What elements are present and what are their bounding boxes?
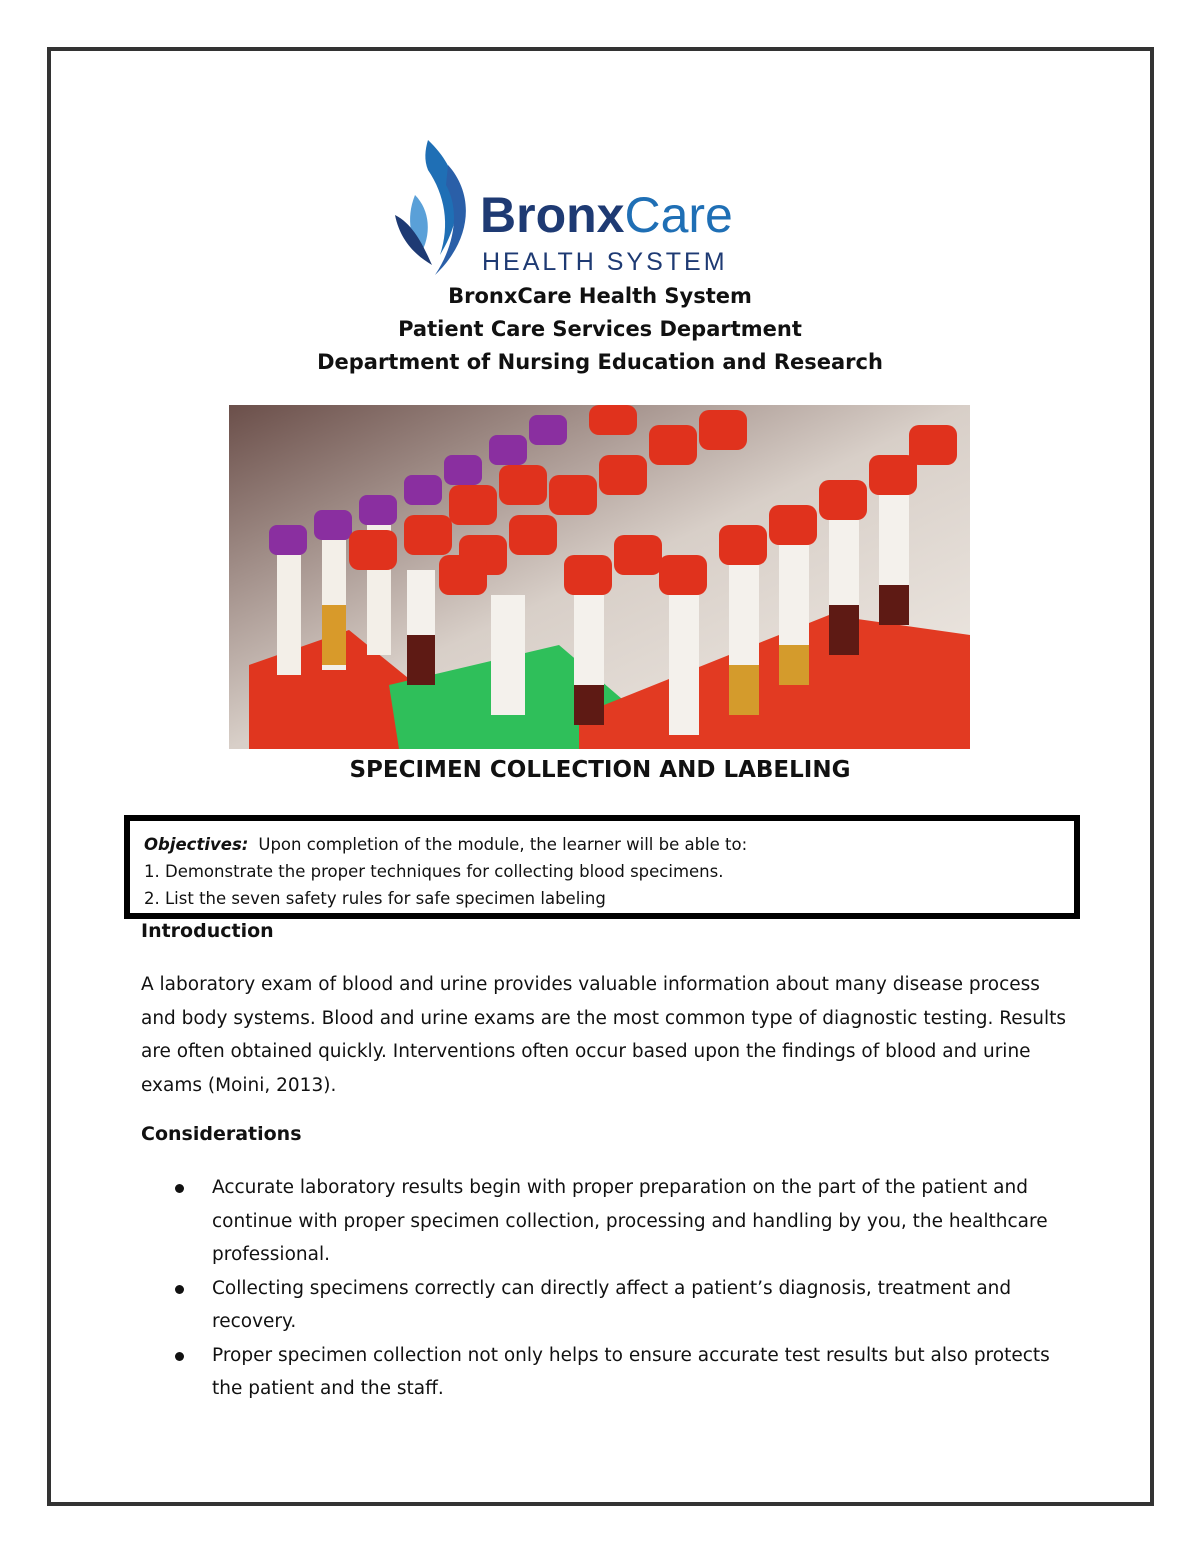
specimen-tubes-photo bbox=[229, 405, 970, 749]
objective-item: 2. List the seven safety rules for safe specimen labeling bbox=[144, 889, 606, 908]
logo-sub-text: HEALTH SYSTEM bbox=[482, 248, 728, 276]
logo-brand-text: BronxCare bbox=[480, 187, 733, 243]
bronxcare-logo bbox=[390, 140, 790, 280]
list-item bbox=[141, 1339, 1071, 1406]
objectives-intro-line bbox=[144, 835, 747, 855]
objectives-label: Objectives: bbox=[144, 835, 249, 854]
considerations-heading: Considerations bbox=[141, 1123, 302, 1145]
dept-nursing: Department of Nursing Education and Research bbox=[317, 350, 883, 374]
considerations-list bbox=[141, 1171, 1071, 1406]
tubes-image bbox=[229, 405, 970, 749]
list-item-text: Collecting specimens correctly can directly affect a patient’s diagnosis, treatment and recovery. bbox=[212, 1277, 1012, 1332]
list-item bbox=[141, 1171, 1071, 1272]
dept-patient-care: Patient Care Services Department bbox=[398, 317, 802, 341]
bullet-icon bbox=[175, 1285, 184, 1294]
list-item bbox=[141, 1272, 1071, 1339]
bullet-icon bbox=[175, 1184, 184, 1193]
list-item-text: Accurate laboratory results begin with proper preparation on the part of the patient and continue with proper specimen collection, processing and handling by you, the healthcare professional. bbox=[212, 1177, 1048, 1265]
objectives-intro: Upon completion of the module, the learner will be able to: bbox=[258, 835, 748, 854]
org-name: BronxCare Health System bbox=[448, 284, 752, 308]
introduction-paragraph: A laboratory exam of blood and urine provides valuable information about many disease process and body systems. Blood and urine exams are the most common type of diagnostic testing. Results are often obtained quickly. Interventions often occur based upon the findings of blood and urine exams (Moini, 2013). bbox=[141, 974, 1067, 1096]
list-item-text: Proper specimen collection not only helps to ensure accurate test results but also protects the patient and the staff. bbox=[212, 1344, 1050, 1399]
header bbox=[0, 280, 1200, 379]
introduction-heading: Introduction bbox=[141, 920, 274, 942]
objectives-box bbox=[124, 815, 1080, 919]
bullet-icon bbox=[175, 1352, 184, 1361]
objective-item: 1. Demonstrate the proper techniques for collecting blood specimens. bbox=[144, 862, 724, 881]
logo-swoosh-icon bbox=[390, 140, 790, 280]
document-title: SPECIMEN COLLECTION AND LABELING bbox=[349, 757, 851, 783]
